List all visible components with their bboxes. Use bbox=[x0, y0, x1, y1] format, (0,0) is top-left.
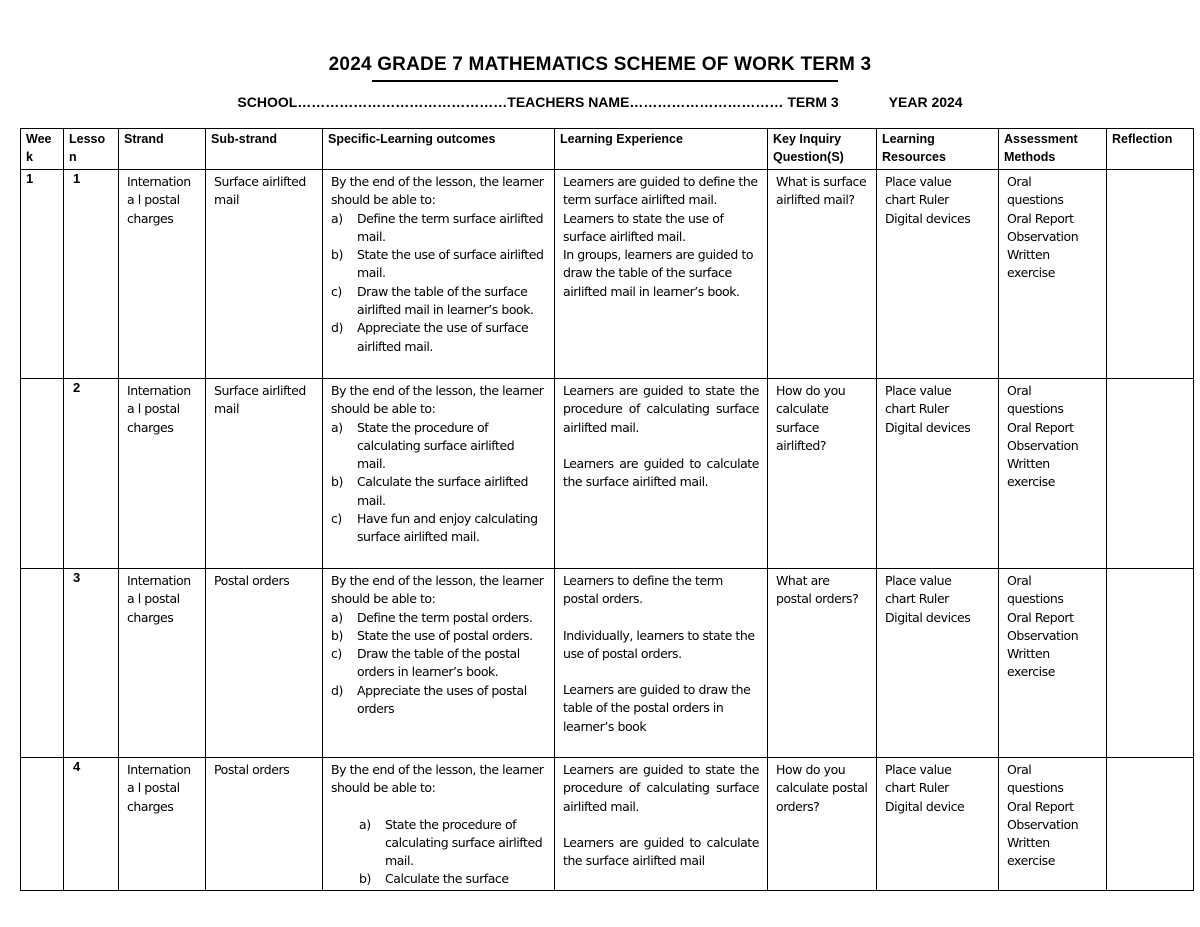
reflection-cell bbox=[1107, 170, 1194, 379]
substrand-cell: Surface airlifted mail bbox=[206, 170, 323, 379]
key-inquiry-cell: What are postal orders? bbox=[768, 569, 877, 758]
week-cell: 1 bbox=[21, 170, 64, 379]
experience-cell: Learners are guided to define the term surface airlifted mail. Learners to state the use of surface airlifted mail. In groups, learners are guided to draw the table of the surface airlifted mail in learner’s book. bbox=[555, 170, 768, 379]
assessment-cell: Oral questions Oral Report Observation Written exercise bbox=[999, 170, 1107, 379]
outcome-item: a) Define the term postal orders. bbox=[331, 609, 533, 625]
outcome-item: b) Calculate the surface airlifted mail. bbox=[331, 474, 528, 508]
outcomes-cell bbox=[323, 379, 555, 569]
scheme-of-work-table bbox=[20, 128, 1194, 891]
outcome-item: c) Draw the table of the postal orders in learner’s book. bbox=[331, 646, 520, 680]
experience-cell: Learners to define the term postal orders. Individually, learners to state the use of postal orders. Learners are guided to draw the table of the postal orders in learner’s book bbox=[555, 569, 768, 758]
assessment-cell: Oral questions Oral Report Observation Written exercise bbox=[999, 569, 1107, 758]
lesson-cell: 1 bbox=[64, 170, 119, 379]
outcomes-intro: By the end of the lesson, the learner should be able to: bbox=[331, 573, 544, 607]
experience-cell: Learners are guided to state the procedure of calculating surface airlifted mail. Learners are guided to calculate the surface airlifted mail bbox=[555, 758, 768, 891]
lesson-cell: 4 bbox=[64, 758, 119, 891]
week-cell bbox=[21, 758, 64, 891]
year-label: YEAR 2024 bbox=[888, 94, 963, 110]
lesson-cell: 2 bbox=[64, 379, 119, 569]
resources-cell: Place value chart Ruler Digital devices bbox=[877, 170, 999, 379]
key-inquiry-cell: How do you calculate postal orders? bbox=[768, 758, 877, 891]
resources-cell: Place value chart Ruler Digital devices bbox=[877, 569, 999, 758]
outcome-item: a) State the procedure of calculating surface airlifted mail. bbox=[331, 419, 515, 472]
week-cell bbox=[21, 379, 64, 569]
outcomes-list bbox=[331, 210, 546, 356]
table-row bbox=[21, 379, 1194, 569]
outcomes-intro: By the end of the lesson, the learner should be able to: bbox=[331, 762, 544, 796]
teachers-name-label: TEACHERS NAME…………………………… bbox=[507, 94, 784, 110]
substrand-cell: Postal orders bbox=[206, 758, 323, 891]
header-info-line bbox=[0, 94, 1200, 110]
table-header-row bbox=[21, 129, 1194, 170]
outcomes-cell bbox=[323, 758, 555, 891]
header-reflection: Reflection bbox=[1107, 129, 1194, 170]
assessment-cell: Oral questions Oral Report Observation Written exercise bbox=[999, 758, 1107, 891]
strand-cell: Internation a l postal charges bbox=[119, 379, 206, 569]
outcomes-intro: By the end of the lesson, the learner should be able to: bbox=[331, 174, 544, 208]
header-assessment: Assessment Methods bbox=[999, 129, 1107, 170]
outcomes-list bbox=[331, 609, 546, 719]
resources-cell: Place value chart Ruler Digital devices bbox=[877, 379, 999, 569]
table-row bbox=[21, 758, 1194, 891]
outcome-item: b) Calculate the surface bbox=[359, 871, 509, 887]
outcome-item: a) Define the term surface airlifted mail. bbox=[331, 210, 544, 244]
lesson-cell: 3 bbox=[64, 569, 119, 758]
key-inquiry-cell: How do you calculate surface airlifted? bbox=[768, 379, 877, 569]
header-strand: Strand bbox=[119, 129, 206, 170]
substrand-cell: Surface airlifted mail bbox=[206, 379, 323, 569]
reflection-cell bbox=[1107, 758, 1194, 891]
table-row bbox=[21, 170, 1194, 379]
header-week: Wee k bbox=[21, 129, 64, 170]
outcome-item: d) Appreciate the uses of postal orders bbox=[331, 682, 527, 717]
header-substrand: Sub-strand bbox=[206, 129, 323, 170]
experience-cell: Learners are guided to state the procedure of calculating surface airlifted mail. Learners are guided to calculate the surface airlifted mail. bbox=[555, 379, 768, 569]
outcomes-cell bbox=[323, 170, 555, 379]
outcomes-list bbox=[331, 816, 546, 889]
header-outcomes: Specific-Learning outcomes bbox=[323, 129, 555, 170]
strand-cell: Internation a l postal charges bbox=[119, 758, 206, 891]
table-row bbox=[21, 569, 1194, 758]
school-label: SCHOOL……………………………………… bbox=[237, 94, 508, 110]
outcome-item: c) Have fun and enjoy calculating surface airlifted mail. bbox=[331, 511, 538, 545]
outcomes-list bbox=[331, 419, 546, 547]
strand-cell: Internation a l postal charges bbox=[119, 170, 206, 379]
reflection-cell bbox=[1107, 379, 1194, 569]
reflection-cell bbox=[1107, 569, 1194, 758]
strand-cell: Internation a l postal charges bbox=[119, 569, 206, 758]
outcome-item: c) Draw the table of the surface airlifted mail in learner’s book. bbox=[331, 283, 534, 318]
header-resources: Learning Resources bbox=[877, 129, 999, 170]
outcome-item: a) State the procedure of calculating surface airlifted mail. bbox=[359, 816, 543, 869]
outcomes-cell bbox=[323, 569, 555, 758]
week-cell bbox=[21, 569, 64, 758]
outcomes-intro: By the end of the lesson, the learner should be able to: bbox=[331, 383, 544, 417]
assessment-cell: Oral questions Oral Report Observation Written exercise bbox=[999, 379, 1107, 569]
term-label: TERM 3 bbox=[787, 94, 839, 110]
outcome-item: b) State the use of postal orders. bbox=[331, 627, 533, 643]
resources-cell: Place value chart Ruler Digital device bbox=[877, 758, 999, 891]
outcome-item: d) Appreciate the use of surface airlifted mail. bbox=[331, 320, 529, 354]
substrand-cell: Postal orders bbox=[206, 569, 323, 758]
title-underline bbox=[372, 80, 838, 82]
header-lesson: Lesso n bbox=[64, 129, 119, 170]
page-title: 2024 GRADE 7 MATHEMATICS SCHEME OF WORK TERM 3 bbox=[328, 54, 872, 75]
header-key-inquiry: Key Inquiry Question(S) bbox=[768, 129, 877, 170]
header-experience: Learning Experience bbox=[555, 129, 768, 170]
key-inquiry-cell: What is surface airlifted mail? bbox=[768, 170, 877, 379]
outcome-item: b) State the use of surface airlifted mail. bbox=[331, 247, 544, 281]
